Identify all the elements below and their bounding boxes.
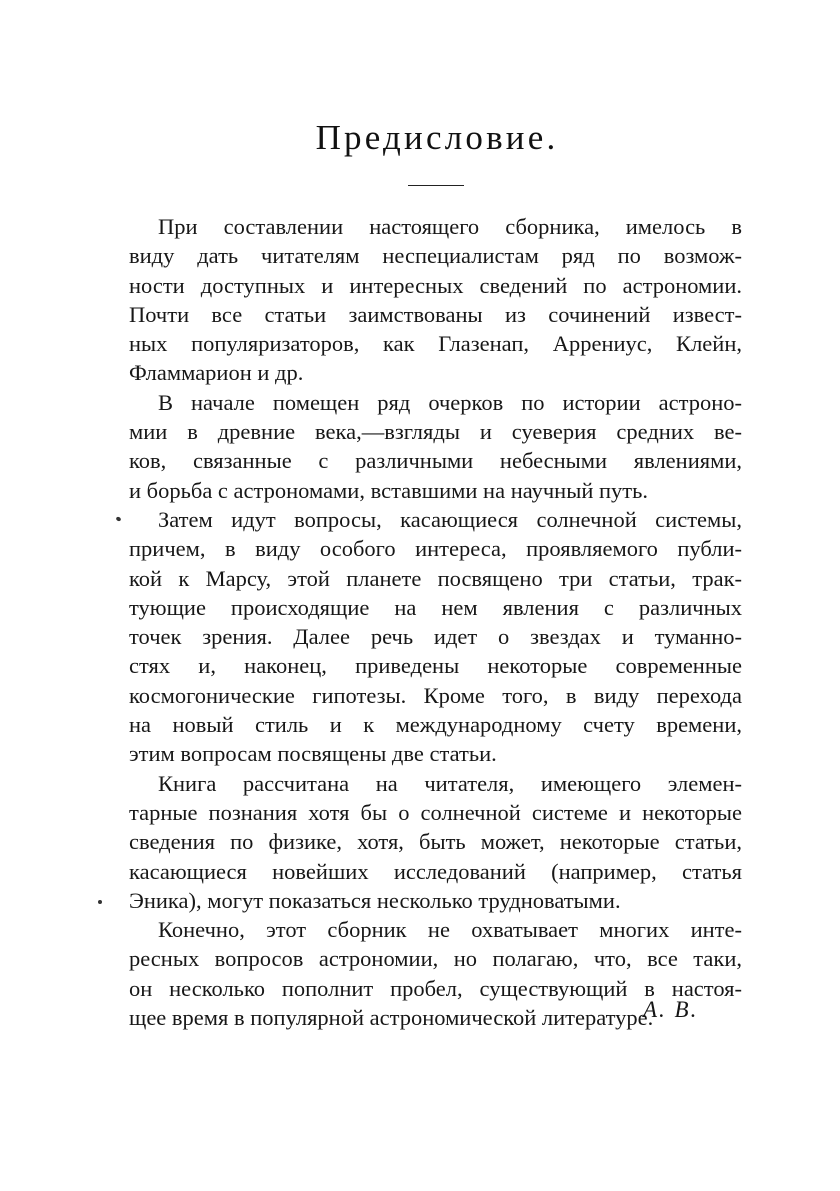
author-signature: А. В.: [643, 997, 699, 1022]
text-line: ресных вопросов астрономии, но полагаю, что, все таки,: [129, 946, 742, 972]
text-line: Затем идут вопросы, касающиеся солнечной системы,: [158, 506, 742, 532]
text-line: щее время в популярной астрономической литературе.: [129, 1005, 654, 1031]
text-line: космогонические гипотезы. Кроме того, в виду перехода: [129, 682, 742, 708]
preface-paragraph: [129, 388, 742, 505]
text-line: ков, связанные с различными небесными явлениями,: [129, 448, 742, 474]
text-line: стях и, наконец, приведены некоторые современные: [129, 653, 742, 679]
text-line: тарные познания хотя бы о солнечной системе и некоторые: [129, 799, 742, 825]
text-line: на новый стиль и к международному счету времени,: [129, 712, 742, 738]
text-line: Фламмарион и др.: [129, 360, 304, 386]
text-line: касающиеся новейших исследований (например, статья: [129, 858, 742, 884]
text-line: сведения по физике, хотя, быть может, некоторые статьи,: [129, 829, 742, 855]
text-line: Эника), могут показаться несколько трудноватыми.: [129, 887, 621, 913]
text-line: В начале помещен ряд очерков по истории астроно-: [158, 389, 742, 415]
text-line: Книга рассчитана на читателя, имеющего элемен-: [158, 770, 742, 796]
text-line: виду дать читателям неспециалистам ряд по возмож-: [129, 243, 742, 269]
preface-paragraph: [129, 505, 742, 769]
text-line: этим вопросам посвящены две статьи.: [129, 741, 497, 767]
text-line: Конечно, этот сборник не охватывает многих инте-: [158, 917, 742, 943]
print-speck: [115, 516, 121, 522]
text-line: мии в древние века,—взгляды и суеверия средних ве-: [129, 419, 742, 445]
text-line: кой к Марсу, этой планете посвящено три статьи, трак-: [129, 565, 742, 591]
text-line: ных популяризаторов, как Глазенап, Аррениус, Клейн,: [129, 331, 742, 357]
text-line: и борьба с астрономами, вставшими на научный путь.: [129, 477, 648, 503]
preface-paragraph: [129, 212, 742, 388]
title-divider: [408, 185, 464, 186]
text-line: он несколько пополнит пробел, существующий в настоя-: [129, 975, 742, 1001]
print-speck: [98, 900, 102, 904]
text-line: При составлении настоящего сборника, имелось в: [158, 214, 742, 239]
text-line: тующие происходящие на нем явления с различных: [129, 594, 742, 620]
preface-body: [129, 212, 742, 1032]
page-title: Предисловие.: [315, 118, 559, 157]
text-line: Почти все статьи заимствованы из сочинений извест-: [129, 301, 742, 327]
text-line: ности доступных и интересных сведений по астрономии.: [129, 272, 742, 298]
text-line: причем, в виду особого интереса, проявляемого публи-: [129, 536, 742, 562]
text-line: точек зрения. Далее речь идет о звездах и туманно-: [129, 624, 742, 650]
preface-paragraph: [129, 769, 742, 915]
